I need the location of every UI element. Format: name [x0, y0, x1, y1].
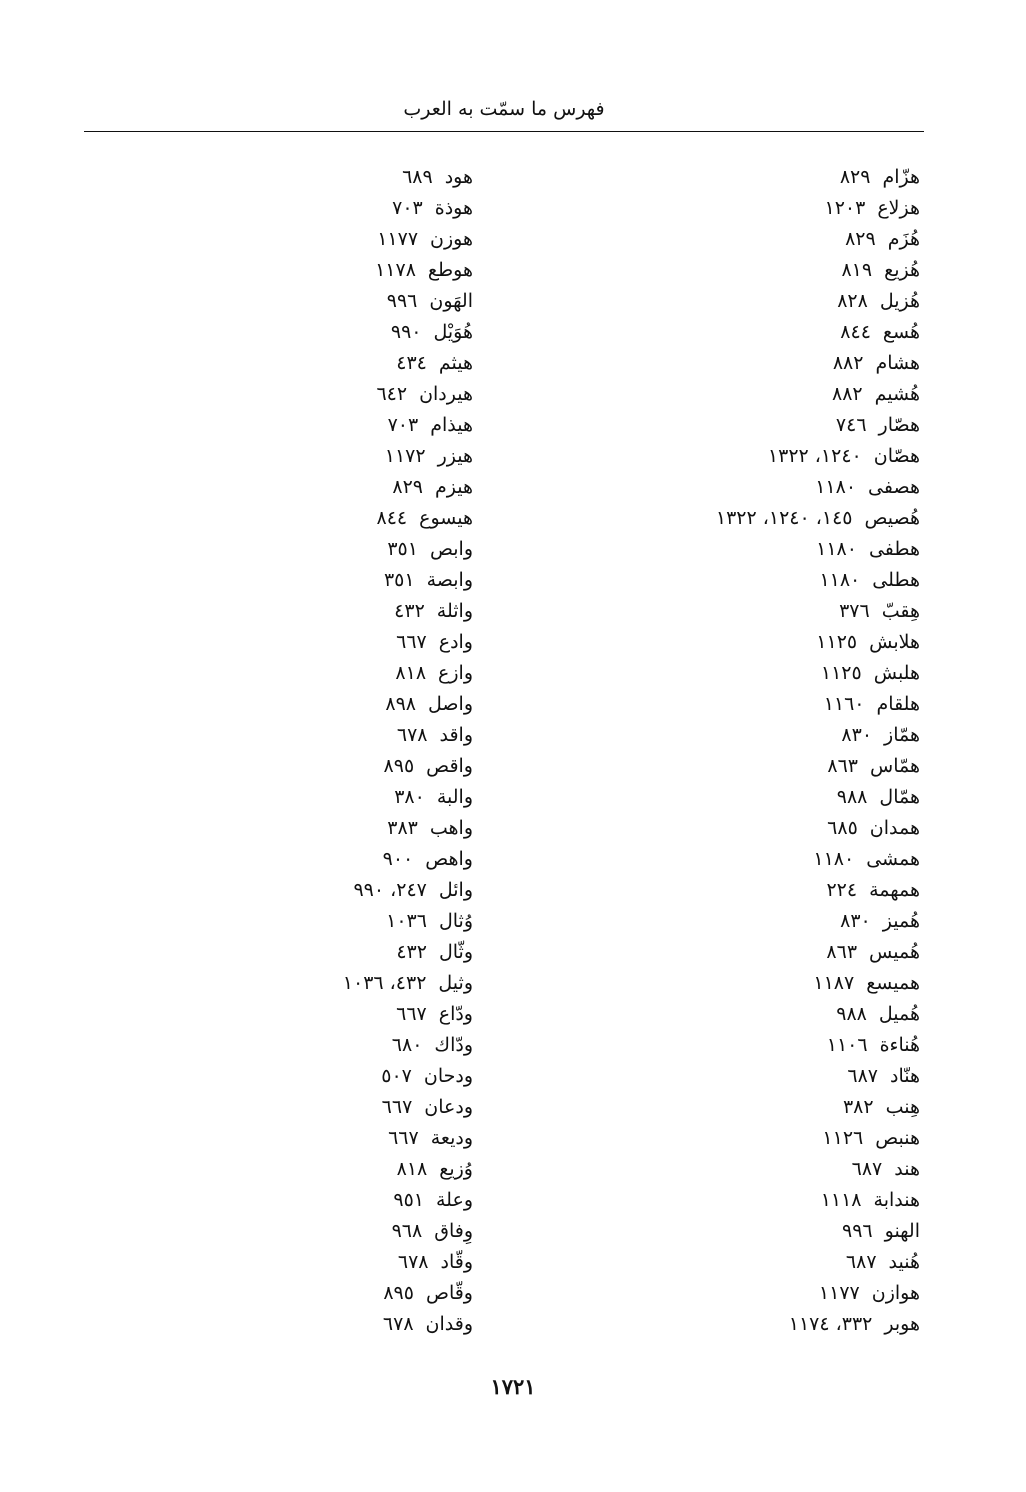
index-entry [143, 348, 473, 379]
entry-page-refs: ٧٠٣ [392, 197, 423, 219]
index-entry [580, 658, 920, 689]
entry-page-refs: ١١٢٥ [820, 662, 862, 684]
entry-page-refs: ٨٦٣ [826, 941, 858, 963]
entry-name: الهنو [884, 1220, 920, 1242]
entry-name: هميسع [866, 972, 920, 994]
entry-page-refs: ١١٨٠ [816, 538, 857, 560]
index-entry [143, 162, 473, 193]
entry-page-refs: ٨٤٤ [376, 507, 408, 529]
index-entry [580, 286, 920, 317]
entry-name: وديعة [430, 1127, 473, 1149]
entry-page-refs: ٦٦٧ [396, 1003, 427, 1025]
entry-name: هنّاد [889, 1065, 920, 1087]
entry-page-refs: ٢٤٧، ٩٩٠ [353, 879, 427, 901]
entry-name: واهب [429, 817, 473, 839]
index-entry [580, 1154, 920, 1185]
entry-page-refs: ٨١٨ [395, 662, 427, 684]
index-entry [143, 534, 473, 565]
index-entry [580, 193, 920, 224]
entry-page-refs: ٩٥١ [393, 1189, 424, 1211]
entry-page-refs: ١١٨٠ [813, 848, 855, 870]
index-entry [143, 1216, 473, 1247]
index-entry [143, 224, 473, 255]
entry-page-refs: ١٢٤٠، ١٣٢٢ [767, 445, 862, 467]
entry-name: هُوَيْل [433, 321, 473, 343]
entry-name: هود [444, 166, 473, 188]
index-entry [580, 410, 920, 441]
entry-name: همّال [879, 786, 920, 808]
index-entry [580, 689, 920, 720]
index-entry [143, 906, 473, 937]
index-entry [143, 596, 473, 627]
entry-name: واقص [426, 755, 473, 777]
entry-name: همهمة [869, 879, 920, 901]
index-entry [580, 534, 920, 565]
entry-name: هوازن [871, 1282, 920, 1304]
entry-name: هيثم [438, 352, 473, 374]
entry-page-refs: ٤٣٢، ١٠٣٦ [342, 972, 427, 994]
entry-page-refs: ٦٨٠ [391, 1034, 423, 1056]
entry-page-refs: ٨٨٢ [832, 383, 863, 405]
index-entry [143, 1154, 473, 1185]
entry-name: همّاز [884, 724, 920, 746]
entry-name: وازع [438, 662, 473, 684]
entry-page-refs: ٩٨٨ [836, 786, 868, 808]
entry-name: هُسع [882, 321, 920, 343]
index-entry [580, 1061, 920, 1092]
index-entry [143, 1309, 473, 1340]
entry-page-refs: ٤٣٤ [396, 352, 427, 374]
entry-name: وقّاص [425, 1282, 473, 1304]
entry-name: هوذة [434, 197, 473, 219]
entry-page-refs: ٣٨٠ [394, 786, 425, 808]
index-entry [143, 1030, 473, 1061]
entry-name: وادع [438, 631, 473, 653]
index-entry [580, 937, 920, 968]
entry-page-refs: ١١١٨ [820, 1189, 862, 1211]
entry-name: هوبر [884, 1313, 920, 1335]
entry-name: همّاس [870, 755, 920, 777]
entry-name: والبة [436, 786, 473, 808]
entry-name: وائل [438, 879, 473, 901]
index-column-right [580, 162, 920, 1340]
entry-name: هُميز [882, 910, 920, 932]
entry-name: هصفى [868, 476, 920, 498]
entry-page-refs: ١١٧٨ [375, 259, 416, 281]
entry-page-refs: ٣٨٣ [387, 817, 418, 839]
index-entry [143, 627, 473, 658]
entry-page-refs: ٦٦٧ [388, 1127, 419, 1149]
index-entry [143, 255, 473, 286]
index-entry [143, 565, 473, 596]
index-entry [580, 1123, 920, 1154]
entry-name: هُناءة [879, 1034, 920, 1056]
index-entry [580, 906, 920, 937]
entry-name: هيردان [419, 383, 473, 405]
entry-name: هُميل [878, 1003, 920, 1025]
entry-page-refs: ٦٤٢ [376, 383, 408, 405]
entry-page-refs: ٤٣٢ [396, 941, 427, 963]
entry-name: هُزَم [887, 228, 920, 250]
index-entry [580, 224, 920, 255]
entry-page-refs: ٨٢٩ [392, 476, 423, 498]
index-entry [580, 875, 920, 906]
entry-name: وثيل [438, 972, 473, 994]
index-entry [580, 1278, 920, 1309]
index-entry [143, 782, 473, 813]
index-entry [580, 503, 920, 534]
index-entry [143, 503, 473, 534]
index-entry [580, 968, 920, 999]
entry-name: هزّام [882, 166, 920, 188]
index-entry [143, 193, 473, 224]
entry-name: هُنيد [888, 1251, 920, 1273]
entry-page-refs: ٨٩٨ [385, 693, 417, 715]
entry-name: واهص [425, 848, 473, 870]
index-entry [143, 286, 473, 317]
index-entry [580, 751, 920, 782]
entry-page-refs: ٨٢٩ [839, 166, 871, 188]
index-entry [143, 379, 473, 410]
index-entry [580, 596, 920, 627]
entry-name: وابصة [426, 569, 473, 591]
entry-name: هُشيم [874, 383, 920, 405]
entry-name: هِقبّ [881, 600, 920, 622]
index-entry [143, 1247, 473, 1278]
entry-page-refs: ٦٨٧ [847, 1065, 878, 1087]
index-entry [580, 441, 920, 472]
index-entry [143, 689, 473, 720]
entry-page-refs: ٣٥١ [387, 538, 418, 560]
entry-page-refs: ٩٦٨ [391, 1220, 423, 1242]
entry-name: هندابة [873, 1189, 920, 1211]
entry-name: وقدان [425, 1313, 473, 1335]
entry-name: هصّان [873, 445, 920, 467]
entry-page-refs: ٨٦٣ [827, 755, 858, 777]
entry-name: واصل [428, 693, 473, 715]
entry-page-refs: ١١٧٢ [384, 445, 426, 467]
index-entry [143, 1061, 473, 1092]
running-header-title: فهرس ما سمّت به العرب [403, 98, 605, 120]
entry-name: ودعان [424, 1096, 473, 1118]
entry-page-refs: ٨٣٠ [840, 910, 871, 932]
entry-name: هوزن [430, 228, 473, 250]
entry-page-refs: ٩٩٠ [390, 321, 422, 343]
entry-name: همدان [869, 817, 920, 839]
entry-page-refs: ٢٢٤ [826, 879, 858, 901]
entry-name: هشام [875, 352, 920, 374]
entry-page-refs: ١١٧٧ [818, 1282, 860, 1304]
entry-name: هنبص [875, 1127, 920, 1149]
entry-page-refs: ٣٥١ [383, 569, 415, 591]
entry-name: هوطع [427, 259, 473, 281]
entry-page-refs: ١١٦٠ [823, 693, 865, 715]
index-entry [580, 348, 920, 379]
index-entry [580, 627, 920, 658]
index-entry [143, 937, 473, 968]
entry-page-refs: ٩٩٦ [386, 290, 418, 312]
entry-page-refs: ١٢٠٣ [824, 197, 866, 219]
entry-name: هطلى [872, 569, 920, 591]
entry-name: هُصيص [864, 507, 920, 529]
entry-page-refs: ٣٨٢ [842, 1096, 874, 1118]
entry-page-refs: ٦٨٥ [827, 817, 858, 839]
entry-page-refs: ٦٧٨ [397, 1251, 429, 1273]
entry-page-refs: ١١٨٧ [813, 972, 855, 994]
entry-page-refs: ٨٩٥ [383, 1282, 414, 1304]
index-entry [580, 782, 920, 813]
index-entry [143, 1278, 473, 1309]
entry-page-refs: ١٠٣٦ [386, 910, 427, 932]
index-entry [580, 162, 920, 193]
index-entry [580, 844, 920, 875]
index-entry [143, 658, 473, 689]
index-entry [580, 720, 920, 751]
entry-page-refs: ٩٨٨ [836, 1003, 867, 1025]
entry-page-refs: ٦٦٧ [396, 631, 427, 653]
index-column-left [143, 162, 473, 1340]
entry-page-refs: ٦٨٧ [845, 1251, 877, 1273]
header-rule [84, 131, 924, 132]
entry-page-refs: ١١٨٠ [815, 476, 857, 498]
entry-name: وقّاد [440, 1251, 473, 1273]
entry-name: هيزر [437, 445, 473, 467]
entry-page-refs: ٩٩٦ [842, 1220, 873, 1242]
entry-name: هُزيل [879, 290, 920, 312]
entry-name: هيسوع [419, 507, 473, 529]
index-entry [580, 565, 920, 596]
entry-name: وُزيع [439, 1158, 473, 1180]
entry-name: واثلة [436, 600, 473, 622]
index-entry [143, 875, 473, 906]
index-entry [580, 813, 920, 844]
page-number: ١٧٢١ [490, 1374, 536, 1399]
entry-page-refs: ٦٦٧ [381, 1096, 413, 1118]
entry-page-refs: ٦٧٨ [396, 724, 428, 746]
entry-page-refs: ٤٣٢ [394, 600, 425, 622]
entry-page-refs: ٨٨٢ [832, 352, 864, 374]
index-entry [580, 317, 920, 348]
entry-page-refs: ٦٧٨ [382, 1313, 414, 1335]
entry-name: هلابش [869, 631, 920, 653]
entry-page-refs: ٣٣٢، ١١٧٤ [788, 1313, 873, 1335]
entry-name: وُثال [438, 910, 473, 932]
entry-page-refs: ٨١٩ [841, 259, 873, 281]
entry-page-refs: ٨٢٨ [837, 290, 868, 312]
entry-page-refs: ٨١٨ [396, 1158, 428, 1180]
index-entry [580, 1185, 920, 1216]
index-entry [580, 1092, 920, 1123]
index-entry [143, 410, 473, 441]
index-entry [580, 1030, 920, 1061]
entry-name: هُزيع [884, 259, 920, 281]
entry-name: هند [894, 1158, 920, 1180]
index-entry [143, 472, 473, 503]
entry-page-refs: ١٤٥، ١٢٤٠، ١٣٢٢ [715, 507, 853, 529]
entry-page-refs: ٧٠٣ [387, 414, 419, 436]
entry-page-refs: ٦٨٧ [851, 1158, 883, 1180]
entry-page-refs: ١١٨٠ [819, 569, 861, 591]
entry-name: هِنب [885, 1096, 920, 1118]
index-entry [143, 751, 473, 782]
index-entry [143, 1092, 473, 1123]
index-entry [580, 472, 920, 503]
index-entry [580, 1247, 920, 1278]
entry-name: هطفى [868, 538, 920, 560]
entry-name: ودّاع [438, 1003, 473, 1025]
entry-page-refs: ١١٧٧ [377, 228, 419, 250]
index-entry [580, 999, 920, 1030]
entry-name: هيذام [430, 414, 473, 436]
entry-page-refs: ٦٨٩ [402, 166, 433, 188]
entry-name: الهَون [429, 290, 473, 312]
entry-name: هُميس [869, 941, 920, 963]
entry-name: واقد [439, 724, 473, 746]
entry-page-refs: ٩٠٠ [382, 848, 414, 870]
entry-name: هزلاع [877, 197, 920, 219]
entry-page-refs: ٥٠٧ [381, 1065, 412, 1087]
index-entry [143, 968, 473, 999]
entry-page-refs: ٨٢٩ [845, 228, 876, 250]
entry-page-refs: ١١٢٥ [816, 631, 858, 653]
index-entry [580, 1309, 920, 1340]
entry-name: هلقام [876, 693, 920, 715]
entry-page-refs: ٣٧٦ [839, 600, 870, 622]
entry-page-refs: ٨٤٤ [840, 321, 871, 343]
index-entry [143, 844, 473, 875]
index-entry [580, 255, 920, 286]
entry-name: وعلة [436, 1189, 473, 1211]
entry-name: هصّار [878, 414, 920, 436]
index-entry [580, 1216, 920, 1247]
page-header [84, 96, 924, 132]
entry-name: ودّاك [434, 1034, 473, 1056]
index-entry [143, 1123, 473, 1154]
entry-name: همشى [866, 848, 920, 870]
entry-page-refs: ٨٩٥ [383, 755, 415, 777]
index-entry [143, 720, 473, 751]
entry-page-refs: ٧٤٦ [835, 414, 867, 436]
index-entry [580, 379, 920, 410]
entry-name: ودحان [423, 1065, 473, 1087]
entry-name: وِفاق [434, 1220, 473, 1242]
index-entry [143, 317, 473, 348]
entry-page-refs: ٨٣٠ [841, 724, 873, 746]
entry-page-refs: ١١٠٦ [826, 1034, 868, 1056]
entry-name: وابص [429, 538, 473, 560]
entry-name: هيزم [435, 476, 473, 498]
index-entry [143, 1185, 473, 1216]
index-entry [143, 441, 473, 472]
entry-name: وثّال [438, 941, 473, 963]
entry-page-refs: ١١٢٦ [822, 1127, 864, 1149]
index-entry [143, 999, 473, 1030]
index-entry [143, 813, 473, 844]
entry-name: هلبش [873, 662, 920, 684]
